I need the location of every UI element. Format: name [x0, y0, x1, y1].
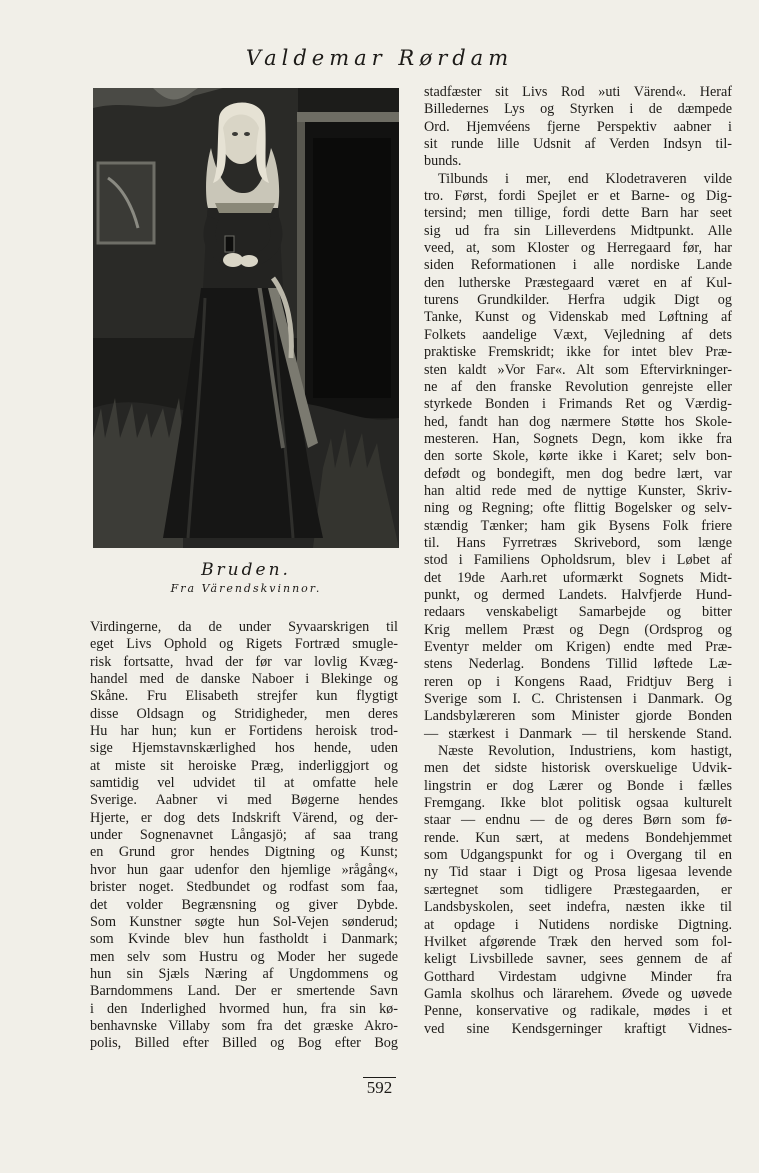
text-line: han altid rede med de nyttige Kunster, Skriv- [424, 482, 732, 499]
text-line: Landsbylæreren som Minister gjorde Bonden [424, 708, 732, 725]
text-line: Billedernes Lys og Styrken i de dæmpede [424, 101, 732, 118]
text-line: turens Grundkilder. Herfra udgik Digt og [424, 292, 732, 309]
text-line: polis, Billed efter Billed og Bog efter Bog [90, 1035, 398, 1052]
text-line: veed, at, som Kloster og Herregaard før, har [424, 240, 732, 257]
text-line: det 19de Aarh.ret uformærkt Sognets Midt- [424, 569, 732, 586]
text-line: Hjerte, er dog dets Indskrift Värend, og der- [90, 809, 398, 826]
painting-illustration [93, 88, 399, 548]
text-line: tro. Først, fordi Spejlet er et Barne- og Dig- [424, 188, 732, 205]
text-line: men det sidste historisk overskuelige Udvik- [424, 760, 732, 777]
text-line: Eventyr melder om Krigen) endte med Præ- [424, 639, 732, 655]
text-line: til. Hans Fyrretræs Skrivebord, som længe [424, 534, 732, 551]
text-line: staar — endnu — de og deres Børn som fø- [424, 812, 732, 829]
text-line: Landsbyskolen, seet indefra, næsten ikke til [424, 899, 732, 916]
text-line: Gotthard Virdestam udgivne Minder fra [424, 968, 732, 985]
text-line: Hu har hun; kun er Fortidens heroisk trod- [90, 723, 398, 740]
text-line: sten kaldt »Vor Far«. Alt som Eftervirkninger- [424, 361, 732, 378]
text-line: bunds. [424, 153, 462, 170]
text-line: at opdage i Nutidens nordiske Digtning. [424, 916, 732, 933]
text-line: — stærkest i Danmark — til herskende Stand. [424, 725, 732, 742]
text-line: Krig mellem Præst og Degn (Ordsprog og [424, 621, 732, 638]
text-line: den sorte Skole, kørte ikke i Karet; selv bon- [424, 448, 732, 465]
left-text-column [90, 619, 398, 1053]
bride-painting [93, 88, 399, 548]
text-line: det volder Begrænsning og giver Dybde. [90, 896, 398, 913]
text-line: risk fortsatte, hvad der før var lovlig Kvæg- [90, 653, 398, 670]
text-line: men selv som Hustru og Moder her sugede [90, 948, 398, 965]
text-line: ved sine Kendsgerninger kraftigt Vidnes- [424, 1020, 732, 1037]
text-line: sig ud fra sin Lilleverdens Midtpunkt. Alle [424, 222, 732, 239]
text-line: siden Reformationen i alle nordiske Lande [424, 257, 732, 274]
text-line: hvor hun gaar udenfor den hjemlige »rågång«, [90, 861, 398, 878]
text-line: disse Oldsagn og Stridigheder, men deres [90, 705, 398, 722]
text-line: sige Hjemstavnskærlighed hos hende, uden [90, 740, 398, 757]
text-line: som Udgangspunkt for og i Overgang til en [424, 847, 732, 864]
text-line: rende. Kun sært, at medens Bondehjemmet [424, 829, 732, 846]
text-line: reren op i Kongens Raad, Fridtjuv Berg i [424, 673, 732, 690]
text-line: som Kvinde blev hun fastholdt i Danmark; [90, 931, 398, 948]
text-line: Barndommens Land. Der er smertende Savn [90, 983, 398, 1000]
text-line: den lutherske Præstegaard været en af Kul- [424, 274, 732, 291]
text-line: Næste Revolution, Industriens, kom hastigt, [438, 743, 732, 760]
text-line: Folkets aandelige Væxt, Vejledning af dets [424, 326, 732, 343]
text-line: Tanke, Kunst og Videnskab med Løftning af [424, 309, 732, 326]
text-line: Sverige. Aabner vi med Bøgerne hendes [90, 792, 398, 809]
running-header: Valdemar Rørdam [245, 46, 514, 70]
text-line: Tilbunds i mer, end Klodetraveren vilde [438, 170, 732, 187]
text-line: samtidig vel udvidet til at omfatte hele [90, 775, 398, 792]
text-line: Sverige som I. C. Christensen i Danmark. Og [424, 691, 732, 708]
text-line: praktiske Fremskridt; ikke for intet blev Præ- [424, 344, 732, 361]
text-line: stadfæster sit Livs Rod »uti Värend«. Heraf [424, 84, 732, 100]
text-line: særtegnet som tidligere Præstegaarden, er [424, 881, 732, 898]
text-line: styrkede Bonden i Frimands Ret og Værdig- [424, 396, 732, 413]
text-line: keligt Livsbillede savner, sees gennem de af [424, 951, 732, 968]
text-line: Virdingerne, da de under Syvaarskrigen til [90, 619, 398, 635]
right-text-column [424, 84, 732, 1038]
text-line: sit runde lille Udsnit af Verden Indsyn til- [424, 136, 732, 153]
text-line: tersind; men tillige, fordi dette Barn har seet [424, 205, 732, 222]
text-line: at miste sit heroiske Præg, inderliggjort og [90, 757, 398, 774]
text-line: Penne, konservative og radikale, mødes i et [424, 1003, 732, 1020]
text-line: hed, fandt han dog nærmere Støtte hos Skole- [424, 413, 732, 430]
text-line: ning og Regning; ofte flittig Bogelsker og selv- [424, 500, 732, 517]
text-line: Hvilket afgørende Træk den herved som fol- [424, 933, 732, 950]
text-line: Skåne. Fru Elisabeth strejfer kun flygtigt [90, 688, 398, 705]
text-line: brister noget. Stedbundet og rodfast som faa, [90, 879, 398, 896]
text-line: Gamla skolhus och lärarehem. Øvede og uøvede [424, 985, 732, 1002]
text-line: hun sin Sjæls Næring af Ungdommens og [90, 965, 398, 982]
figure-caption-title: Bruden. [201, 560, 291, 580]
text-line: punkt, og dermed Landets. Halvfjerde Hund- [424, 586, 732, 603]
text-line: lingstrin er dog Lærer og Bonde i fælles [424, 777, 732, 794]
text-line: ny Tid staar i Digt og Prosa ligesaa levende [424, 864, 732, 881]
page-number [0, 1078, 759, 1098]
text-line: i den Inderlighed hvormed hun, fra sin kø- [90, 1000, 398, 1017]
text-line: Ord. Hjemvéens fjerne Perspektiv aabner i [424, 118, 732, 135]
text-line: redaars venskabeligt Samarbejde og bitter [424, 604, 732, 621]
figure-caption-source: Fra Värendskvinnor. [170, 582, 322, 595]
text-line: stens Nederlag. Bondens Tillid løftede Læ- [424, 656, 732, 673]
text-line: stændig Tænker; ham gik Bysens Folk friere [424, 517, 732, 534]
text-line: handel med de danske Naboer i Blekinge og [90, 671, 398, 688]
text-line: Fremgang. Ikke blot politisk ogsaa kulturelt [424, 795, 732, 812]
text-line: en Grund gror hendes Digtning og Kunst; [90, 844, 398, 861]
text-line: defødt og bondegift, men dog bedre lært, var [424, 465, 732, 482]
text-line: eget Livs Ophold og Rigets Fortræd smugle- [90, 636, 398, 653]
text-line: benhavnske Villaby som fra det græske Akro- [90, 1017, 398, 1034]
text-line: ne af den franske Revolution genrejste eller [424, 378, 732, 395]
text-line: under Sognenavnet Långasjö; af saa trang [90, 827, 398, 844]
text-line: mesteren. Han, Sognets Degn, kom ikke fra [424, 430, 732, 447]
text-line: stod i Familiens Opholdsrum, blev i Løbet af [424, 552, 732, 569]
text-line: Som Kunstner søgte hun Sol-Vejen sønderud; [90, 913, 398, 930]
page-number-text: 592 [363, 1077, 397, 1097]
